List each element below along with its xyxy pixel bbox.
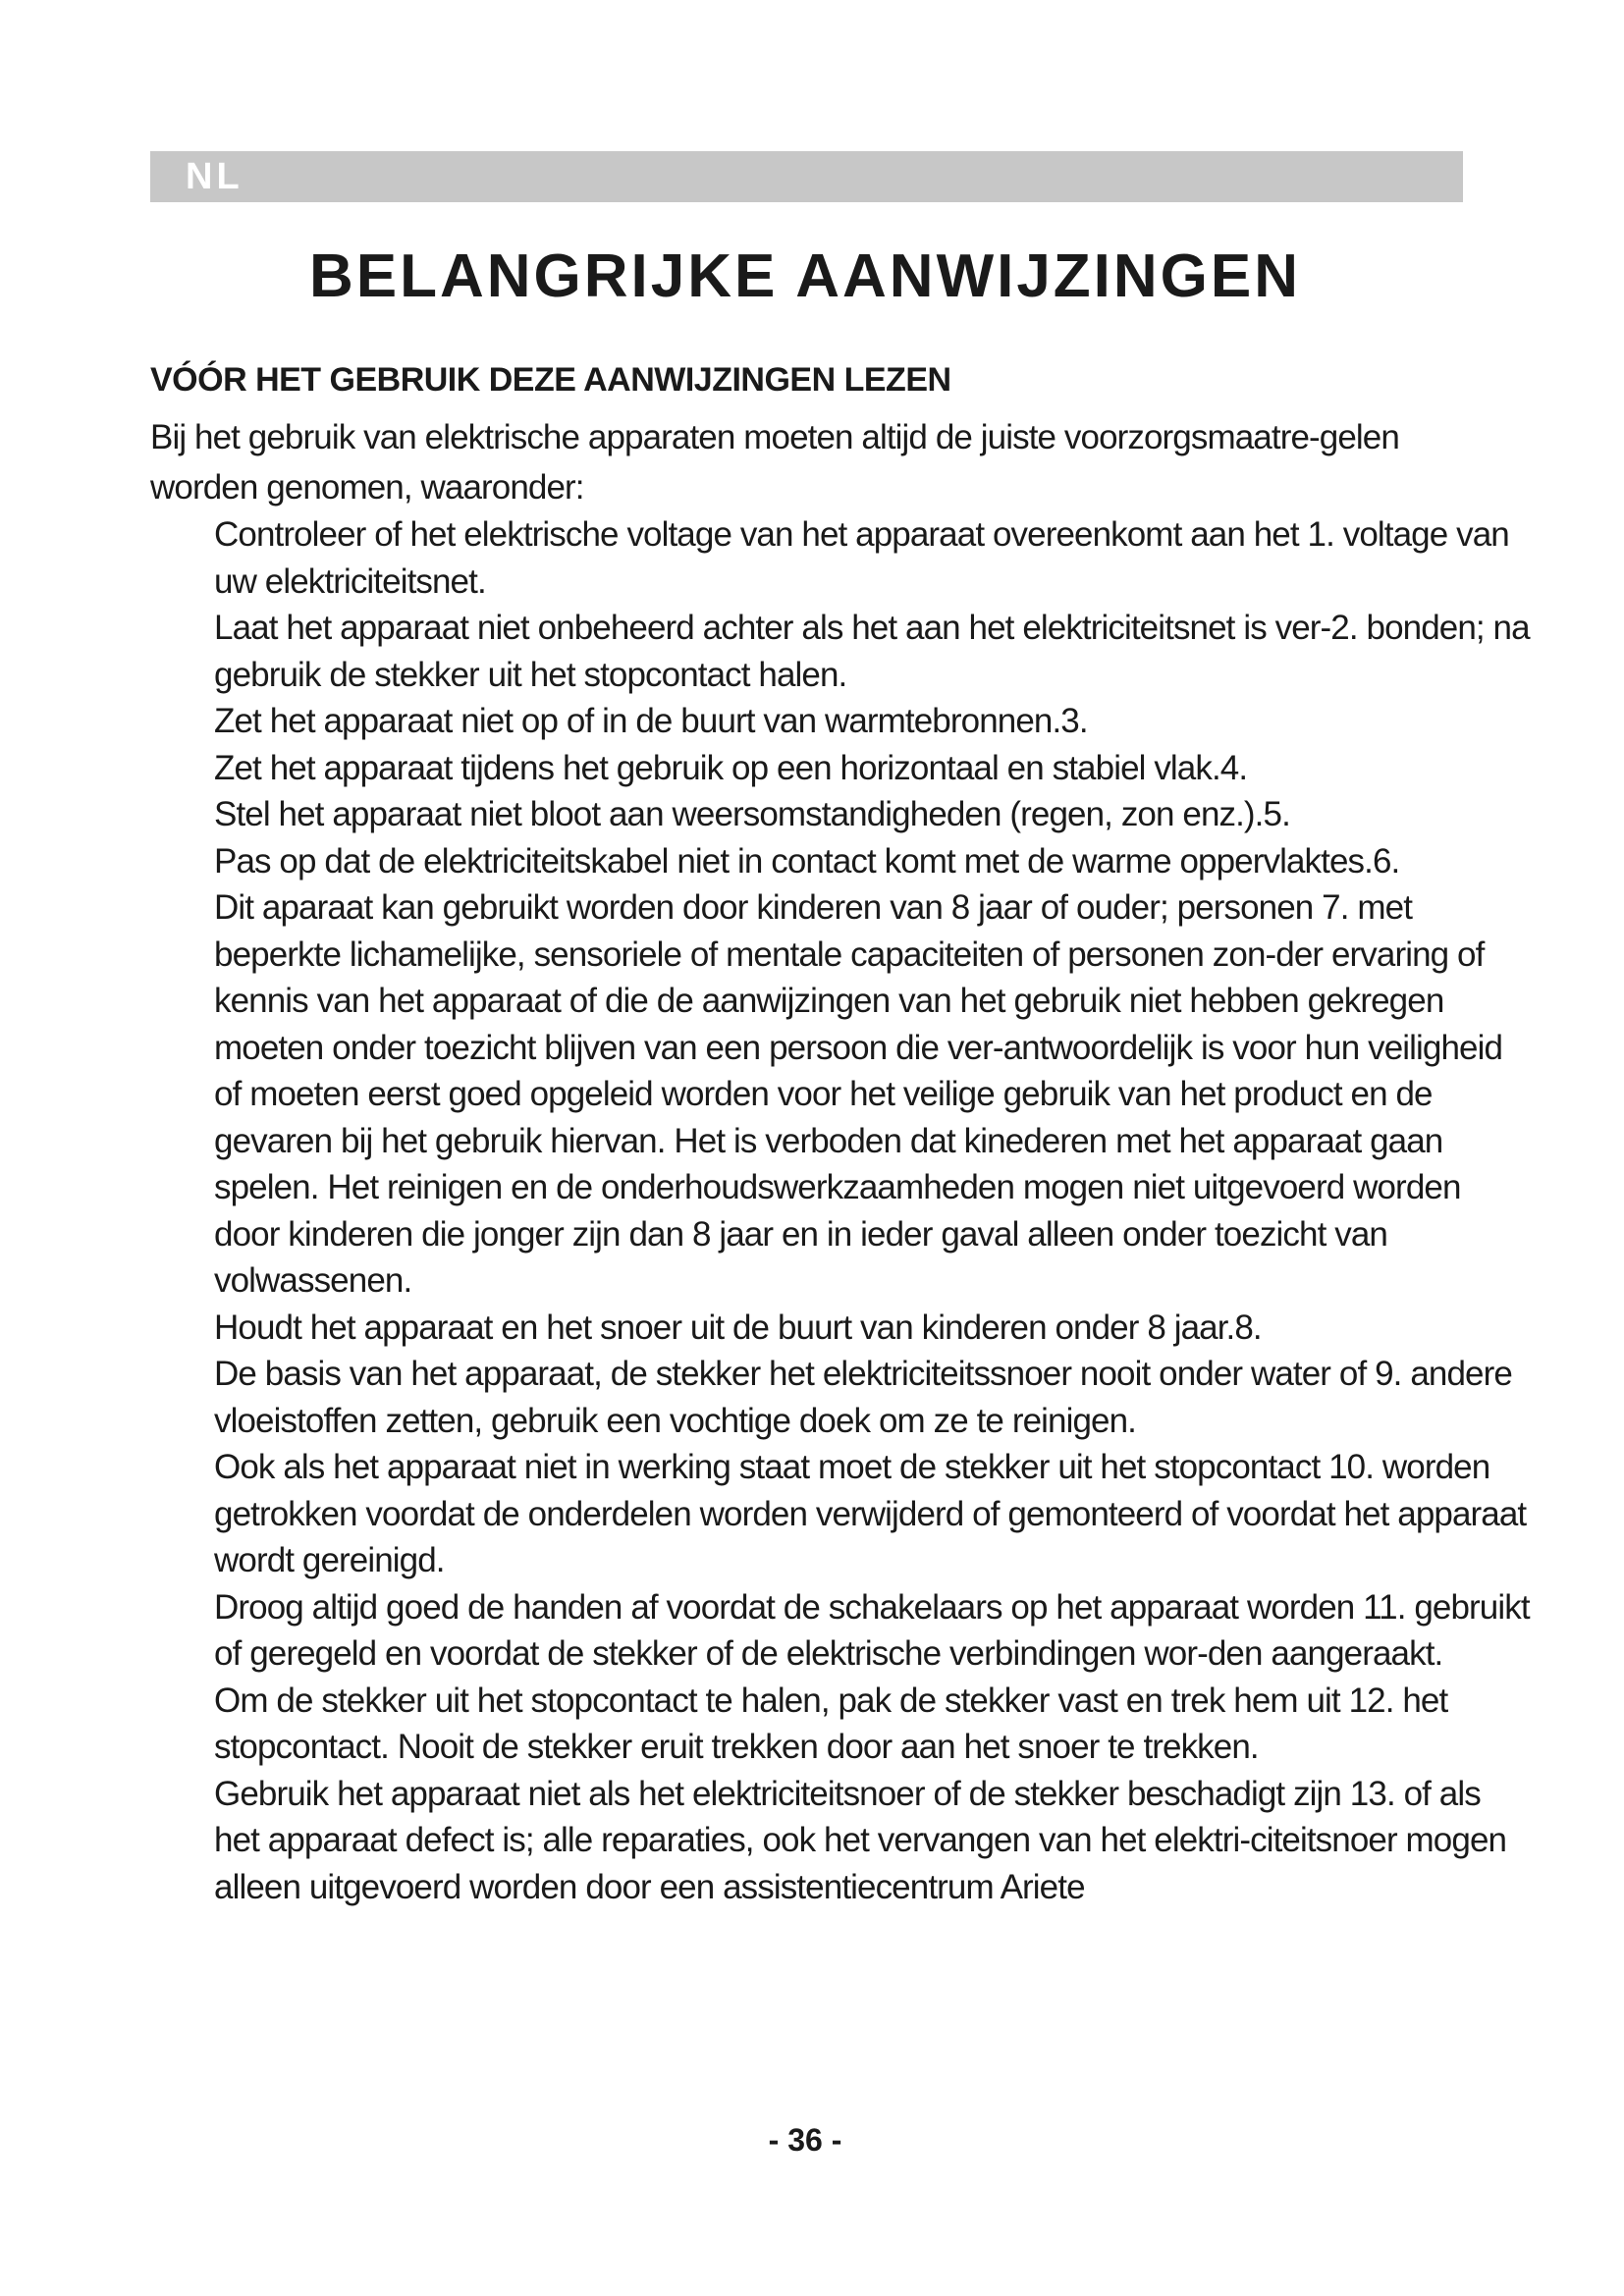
- instruction-item-6: Pas op dat de elektriciteitskabel niet in contact komt met de warme oppervlaktes.6.: [214, 841, 1400, 881]
- instruction-item-3: Zet het apparaat niet op of in de buurt van warmtebronnen.3.: [214, 702, 1088, 740]
- instruction-item-5: Stel het apparaat niet bloot aan weersomstandigheden (regen, zon enz.).5.: [214, 795, 1290, 833]
- instruction-item-8: Houdt het apparaat en het snoer uit de buurt van kinderen onder 8 jaar.8.: [214, 1308, 1262, 1347]
- instruction-item-12: Om de stekker uit het stopcontact te halen, pak de stekker vast en trek hem uit 12. het stopcontact. Nooit de stekker eruit trekken door aan het snoer te trekken.: [214, 1681, 1448, 1766]
- instruction-item-9: De basis van het apparaat, de stekker het elektriciteitssnoer nooit onder water of 9. andere vloeistoffen zetten, gebruik een vochtige doek om ze te reinigen.: [214, 1355, 1512, 1440]
- section-heading: VÓÓR HET GEBRUIK DEZE AANWIJZINGEN LEZEN: [150, 361, 951, 399]
- language-code: NL: [186, 156, 244, 197]
- intro-paragraph: Bij het gebruik van elektrische apparaten moeten altijd de juiste voorzorgsmaatre-gelen worden genomen, waaronder:: [150, 418, 1399, 507]
- language-bar: [150, 151, 1463, 202]
- instruction-item-2: Laat het apparaat niet onbeheerd achter als het aan het elektriciteitsnet is ver-2. bonden; na gebruik de stekker uit het stopcontact halen.: [214, 609, 1530, 694]
- page-number: - 36 -: [768, 2122, 842, 2158]
- instruction-list: [214, 511, 1530, 1910]
- instruction-item-11: Droog altijd goed de handen af voordat de schakelaars op het apparaat worden 11. gebruikt of geregeld en voordat de stekker of de elektrische verbindingen wor-den aangeraakt.: [214, 1587, 1530, 1673]
- instruction-item-4: Zet het apparaat tijdens het gebruik op een horizontaal en stabiel vlak.4.: [214, 748, 1248, 787]
- page-title: BELANGRIJKE AANWIJZINGEN: [308, 242, 1302, 310]
- instruction-item-10: Ook als het apparaat niet in werking staat moet de stekker uit het stopcontact 10. worden getrokken voordat de onderdelen worden verwijderd of gemonteerd of voordat het apparaat wordt gereinigd.: [214, 1448, 1527, 1579]
- instruction-item-13: Gebruik het apparaat niet als het elektriciteitsnoer of de stekker beschadigt zijn 13. of als het apparaat defect is; alle reparaties, ook het vervangen van het elektri-citeitsnoer mogen alleen uitgevoerd worden door een assistentiecentrum Ariete: [214, 1774, 1507, 1906]
- instruction-item-7: Dit aparaat kan gebruikt worden door kinderen van 8 jaar of ouder; personen 7. met beperkte lichamelijke, sensoriele of mentale capaciteiten of personen zon-der ervaring of kennis van het apparaat of die de aanwijzingen van het gebruik niet hebben gekregen moeten onder toezicht blijven van een persoon die ver-antwoordelijk is voor hun veiligheid of moeten eerst goed opgeleid worden voor het veilige gebruik van het product en de gevaren bij het gebruik hiervan. Het is verboden dat kinederen met het apparaat gaan spelen. Het reinigen en de onderhoudswerkzaamheden mogen niet uitgevoerd worden door kinderen die jonger zijn dan 8 jaar en in ieder gaval alleen onder toezicht van volwassenen.: [214, 888, 1503, 1300]
- instruction-item-1: Controleer of het elektrische voltage van het apparaat overeenkomt aan het 1. voltage van uw elektriciteitsnet.: [214, 515, 1509, 601]
